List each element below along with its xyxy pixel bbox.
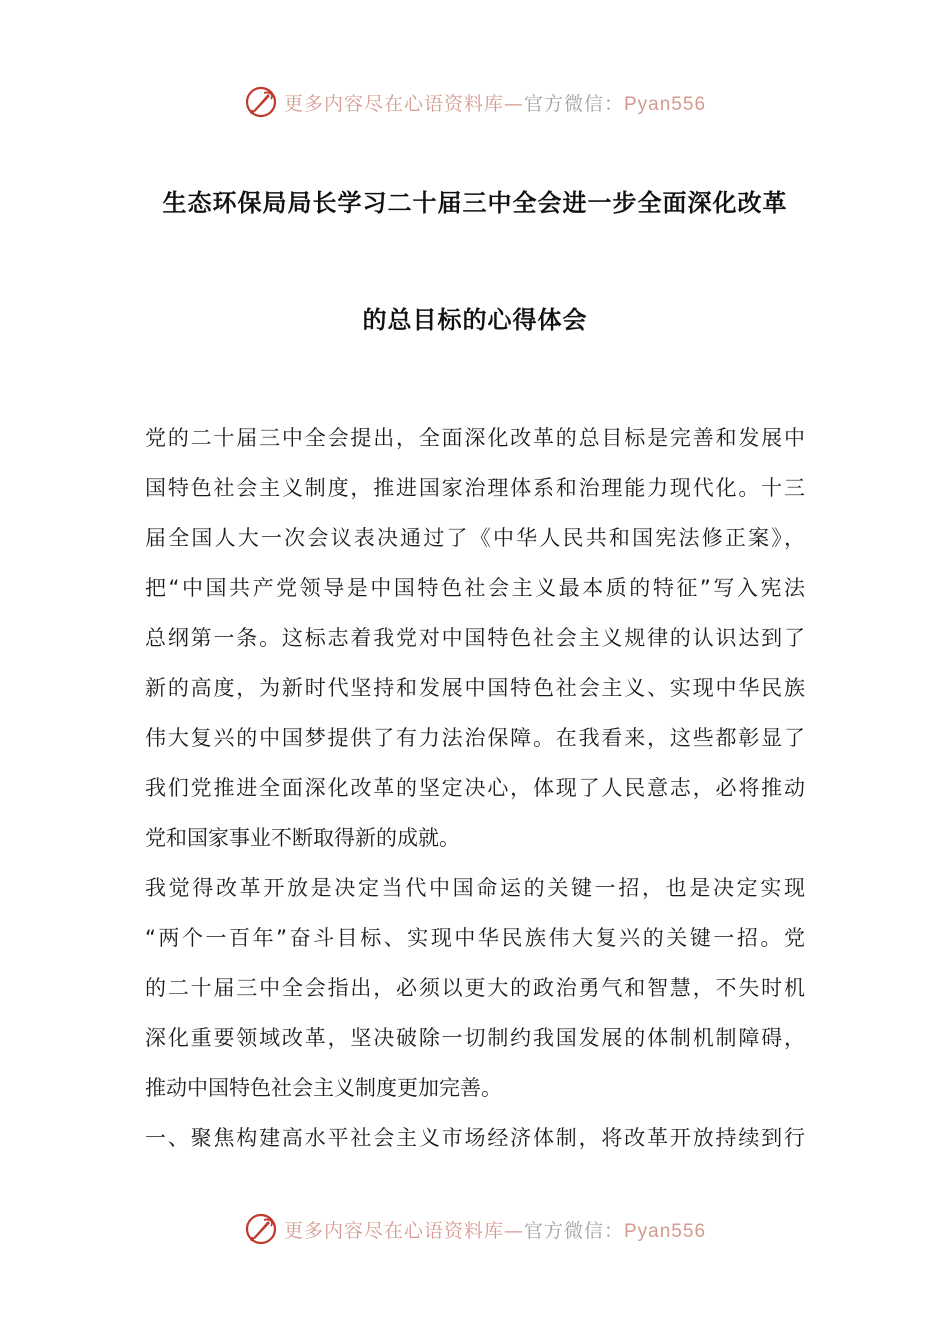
footer-wechat-id: Pyan556: [624, 1220, 707, 1242]
header-banner-text: [284, 89, 706, 116]
footer-banner-main: 更多内容尽在心语资料库—: [283, 1219, 524, 1242]
body-line: 党和国家事业不断取得新的成就。: [145, 826, 460, 850]
body-line: 国特色社会主义制度，推进国家治理体系和治理能力现代化。十三: [145, 476, 805, 500]
quill-logo-icon: [244, 1212, 278, 1246]
footer-banner-text: [284, 1216, 706, 1243]
footer-wechat-label: 官方微信：: [523, 1219, 624, 1242]
quill-logo-icon: [244, 85, 278, 119]
body-line: “两个一百年”奋斗目标、实现中华民族伟大复兴的关键一招。党: [145, 926, 805, 950]
body-line: 伟大复兴的中国梦提供了有力法治保障。在我看来，这些都彰显了: [145, 726, 805, 750]
body-line: 的二十届三中全会指出，必须以更大的政治勇气和智慧，不失时机: [145, 976, 805, 1000]
body-line: 党的二十届三中全会提出，全面深化改革的总目标是完善和发展中: [145, 426, 805, 450]
document-title-line-2: 的总目标的心得体会: [362, 306, 588, 334]
body-line: 一、聚焦构建高水平社会主义市场经济体制，将改革开放持续到行: [145, 1126, 805, 1150]
body-line: 深化重要领域改革，坚决破除一切制约我国发展的体制机制障碍，: [145, 1026, 805, 1050]
body-line: 我觉得改革开放是决定当代中国命运的关键一招，也是决定实现: [145, 876, 805, 900]
header-banner: [0, 80, 950, 124]
body-line: 新的高度，为新时代坚持和发展中国特色社会主义、实现中华民族: [145, 676, 805, 700]
document-title-line-1: 生态环保局局长学习二十届三中全会进一步全面深化改革: [162, 189, 788, 217]
header-wechat-label: 官方微信：: [523, 92, 624, 115]
body-line: 总纲第一条。这标志着我党对中国特色社会主义规律的认识达到了: [145, 626, 805, 650]
body-line: 届全国人大一次会议表决通过了《中华人民共和国宪法修正案》，: [145, 526, 805, 550]
header-banner-main: 更多内容尽在心语资料库—: [283, 92, 524, 115]
document-body: [145, 413, 805, 1163]
body-line: 推动中国特色社会主义制度更加完善。: [145, 1076, 502, 1100]
body-line: 把“中国共产党领导是中国特色社会主义最本质的特征”写入宪法: [145, 576, 805, 600]
header-wechat-id: Pyan556: [624, 93, 707, 115]
footer-banner: [0, 1207, 950, 1251]
body-line: 我们党推进全面深化改革的坚定决心，体现了人民意志，必将推动: [145, 776, 805, 800]
